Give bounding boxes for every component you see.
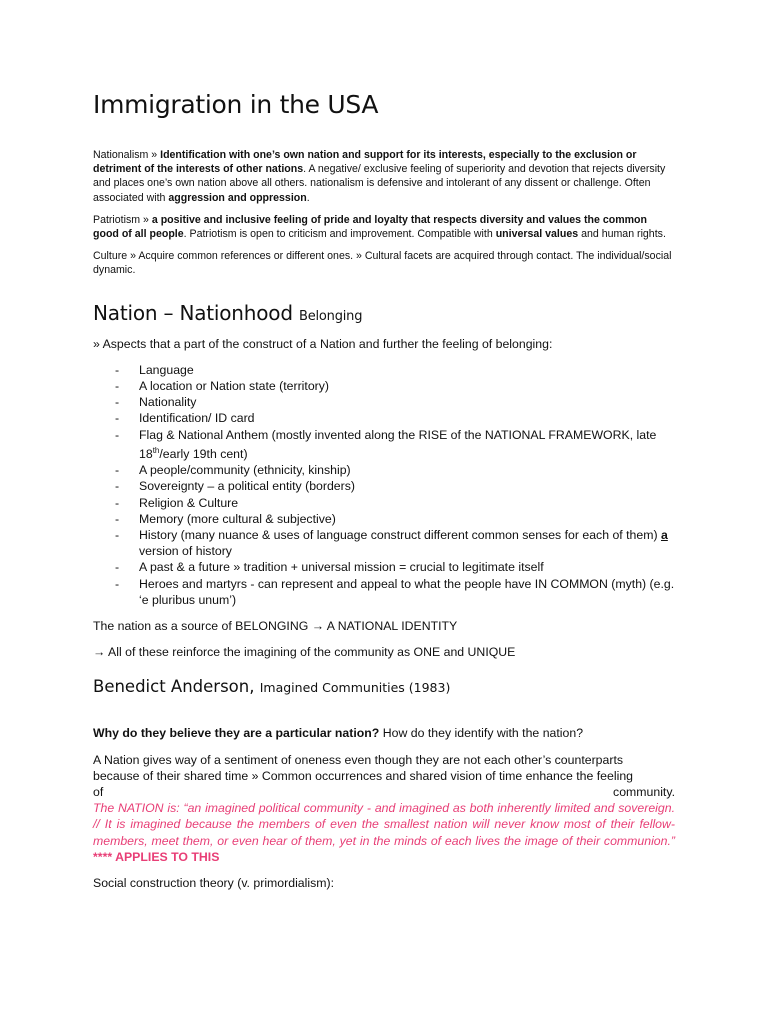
patriotism-term: Patriotism » <box>93 213 152 226</box>
list-item-text: Religion & Culture <box>139 495 239 510</box>
list-item: - History (many nuance & uses of language construct different common senses for each of them) a version of history <box>115 527 668 559</box>
history-bold-a: a <box>660 527 668 542</box>
patriotism-end: and human rights. <box>578 228 666 241</box>
patriotism-bold: a positive and inclusive feeling of pride and loyalty that respects diversity and values the common good of all people <box>93 213 647 241</box>
list-item: - Heroes and martyrs - can represent and appeal to what the people have IN COMMON (myth) (e.g. ‘e pluribus unum’) <box>115 576 675 607</box>
list-item-text-tail: /early 19th cent) <box>159 446 248 461</box>
list-item: - Language <box>115 362 194 377</box>
patriotism-definition <box>93 213 675 241</box>
anderson-question <box>93 725 675 741</box>
list-item: - Sovereignty – a political entity (borders) <box>115 479 355 494</box>
paragraph-line: because of their shared time » Common occurrences and shared vision of time enhance the feeling <box>93 768 634 783</box>
list-item-text: Sovereignty – a political entity (borders) <box>139 479 355 494</box>
list-item-text: Identification/ ID card <box>139 411 255 426</box>
list-item: - A location or Nation state (territory) <box>115 379 329 394</box>
list-item-text: Nationality <box>139 395 197 410</box>
quote-note: **** APPLIES TO THIS <box>93 849 220 864</box>
list-item: - Religion & Culture <box>115 495 239 510</box>
paragraph-line: A Nation gives way of a sentiment of oneness even though they are not each other’s counterparts <box>93 752 624 767</box>
nationalism-bold2: aggression and oppression <box>168 191 307 204</box>
list-item: - Identification/ ID card <box>115 411 255 426</box>
list-item-text-tail: version of history <box>139 544 232 559</box>
anderson-paragraph <box>93 752 675 865</box>
section-heading-nation <box>93 300 675 330</box>
list-item-text: Heroes and martyrs - can represent and appeal to what the people have IN COMMON (myth) (e.g. ‘e pluribus unum’) <box>139 576 675 607</box>
patriotism-bold2: universal values <box>495 228 579 241</box>
quote-text: The NATION is: “an imagined political community - and imagined as both inherently limited and sovereign. // It is imagined because the members of even the smallest nation will never know most of their fellow-members, meet them, or even hear of them, yet in the minds of each lives the image of their communion.” <box>93 801 675 848</box>
list-item: - A people/community (ethnicity, kinship) <box>115 463 351 478</box>
section-subheading-belonging: Belonging <box>299 308 363 324</box>
reinforce-conclusion: → All of these reinforce the imagining of the community as ONE and UNIQUE <box>93 645 516 660</box>
document-content <box>93 88 675 901</box>
list-item: - Flag & National Anthem (mostly invented along the RISE of the NATIONAL FRAMEWORK, late 18th/early 19th cent) <box>115 427 657 461</box>
list-item-text: Memory (more cultural & subjective) <box>139 511 336 526</box>
list-item-text: A past & a future » tradition + universal mission = crucial to legitimate itself <box>139 560 544 575</box>
section-heading-nation-text: Nation – Nationhood <box>93 300 293 325</box>
list-item-text: Flag & National Anthem (mostly invented along the RISE of the NATIONAL FRAMEWORK, late 18 <box>139 427 657 461</box>
list-item: - Memory (more cultural & subjective) <box>115 511 336 526</box>
nationalism-rest: . A negative/ exclusive feeling of superiority and devotion that rejects diversity and places one’s own nation above all others. nationalism is defensive and intolerant of any dissent or challenge. Often associated with <box>93 163 666 204</box>
list-item-text: Language <box>139 362 194 377</box>
page-title: Immigration in the USA <box>93 90 379 119</box>
nationalism-term: Nationalism » <box>93 149 161 161</box>
section-heading-anderson <box>93 676 675 699</box>
aspects-intro: » Aspects that a part of the construct of a Nation and further the feeling of belonging: <box>93 336 553 351</box>
list-item: - Nationality <box>115 395 197 410</box>
anderson-name: Benedict Anderson, <box>93 677 260 697</box>
nationalism-bold: Identification with one’s own nation and support for its interests, especially to the exclusion or detriment of the interests of other nations <box>93 149 637 176</box>
anderson-book: Imagined Communities (1983) <box>259 680 451 696</box>
paragraph-line-left: of <box>93 784 104 799</box>
social-construction-line: Social construction theory (v. primordialism): <box>93 876 335 890</box>
paragraph-line <box>93 784 675 800</box>
superscript-th: th <box>152 445 160 455</box>
list-item-text: A people/community (ethnicity, kinship) <box>139 463 351 478</box>
patriotism-rest: . Patriotism is open to criticism and improvement. Compatible with <box>183 228 496 241</box>
list-item: - A past & a future » tradition + universal mission = crucial to legitimate itself <box>115 560 544 575</box>
question-bold: Why do they believe they are a particular nation? <box>93 726 380 741</box>
paragraph-line-right: community. <box>613 784 675 799</box>
aspects-list <box>93 362 675 608</box>
anderson-quote <box>93 800 675 865</box>
nationalism-end: . <box>306 191 310 204</box>
culture-definition: Culture » Acquire common references or different ones. » Cultural facets are acquired through contact. The individual/social dynamic. <box>93 250 672 277</box>
nationalism-definition <box>93 148 675 205</box>
list-item-text: A location or Nation state (territory) <box>139 379 329 394</box>
list-item-text: History (many nuance & uses of language construct different common senses for each of them) <box>139 527 661 542</box>
question-rest: How do they identify with the nation? <box>379 726 584 741</box>
belonging-conclusion: The nation as a source of BELONGING → A NATIONAL IDENTITY <box>93 618 458 633</box>
